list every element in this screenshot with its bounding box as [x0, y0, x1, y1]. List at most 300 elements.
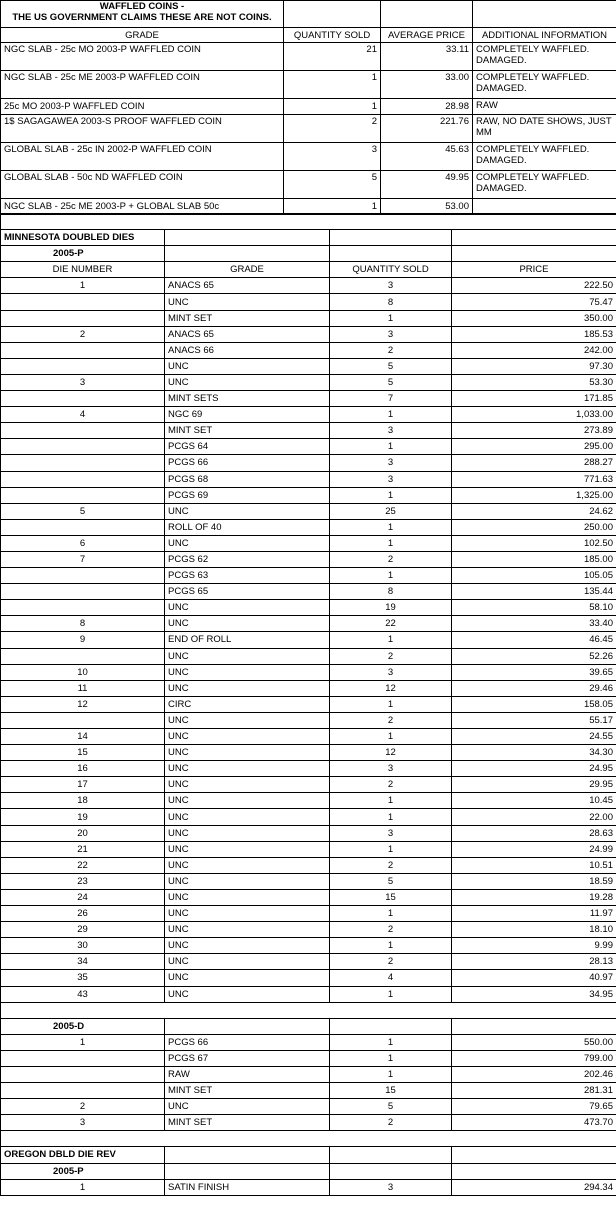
grade-cell: ANACS 66: [165, 342, 330, 358]
price-cell: 9.99: [452, 938, 616, 954]
grade-cell: UNC: [165, 503, 330, 519]
price-cell: 34.30: [452, 745, 616, 761]
die-number-cell: 24: [1, 889, 165, 905]
quantity-cell: 15: [330, 889, 452, 905]
price-cell: 40.97: [452, 970, 616, 986]
quantity-cell: 1: [330, 519, 452, 535]
quantity-cell: 5: [330, 374, 452, 390]
data-row: [1, 423, 616, 439]
die-number-cell: 29: [1, 922, 165, 938]
price-cell: 24.95: [452, 761, 616, 777]
empty-cell: [284, 1, 381, 28]
price-cell: 550.00: [452, 1034, 616, 1050]
grade-cell: UNC: [165, 954, 330, 970]
grade-cell: UNC: [165, 729, 330, 745]
data-row: [1, 455, 616, 471]
die-number-cell: 23: [1, 873, 165, 889]
die-number-cell: [1, 712, 165, 728]
data-row: [1, 487, 616, 503]
grade-cell: [165, 230, 330, 246]
quantity-cell: 2: [330, 712, 452, 728]
data-row: [1, 503, 616, 519]
empty-cell: [473, 1, 616, 28]
die-number-cell: 18: [1, 793, 165, 809]
data-row: [1, 889, 616, 905]
die-number-cell: [1, 584, 165, 600]
quantity-cell: [330, 1018, 452, 1034]
price-cell: 222.50: [452, 278, 616, 294]
price-cell: 281.31: [452, 1083, 616, 1099]
price-cell: 202.46: [452, 1066, 616, 1082]
waffled-quantity-cell: 1: [284, 99, 381, 115]
data-row: [1, 761, 616, 777]
grade-cell: UNC: [165, 809, 330, 825]
die-number-cell: 22: [1, 857, 165, 873]
data-row: [1, 551, 616, 567]
year-label: 2005-P: [1, 246, 165, 262]
die-number-cell: 26: [1, 906, 165, 922]
quantity-cell: 2: [330, 342, 452, 358]
data-row: [1, 535, 616, 551]
quantity-cell: 1: [330, 841, 452, 857]
data-row: [1, 326, 616, 342]
die-number-cell: [1, 568, 165, 584]
quantity-cell: 1: [330, 535, 452, 551]
blank-cell: [1, 1131, 616, 1147]
data-row: [1, 729, 616, 745]
quantity-cell: 4: [330, 970, 452, 986]
grade-cell: UNC: [165, 358, 330, 374]
die-number-cell: 7: [1, 551, 165, 567]
waffled-price-cell: 28.98: [381, 99, 473, 115]
price-cell: 288.27: [452, 455, 616, 471]
die-number-cell: [1, 1050, 165, 1066]
quantity-cell: 1: [330, 1050, 452, 1066]
data-row: [1, 294, 616, 310]
data-row: [1, 391, 616, 407]
price-cell: 28.13: [452, 954, 616, 970]
waffled-title-line2: THE US GOVERNMENT CLAIMS THESE ARE NOT COINS.: [12, 12, 272, 23]
price-cell: 24.55: [452, 729, 616, 745]
quantity-cell: 1: [330, 632, 452, 648]
quantity-cell: 3: [330, 423, 452, 439]
price-cell: 97.30: [452, 358, 616, 374]
quantity-cell: 22: [330, 616, 452, 632]
die-number-cell: 14: [1, 729, 165, 745]
blank-row: [1, 1002, 616, 1018]
waffled-info-cell: RAW: [473, 99, 616, 115]
waffled-price-cell: 45.63: [381, 143, 473, 171]
price-cell: 135.44: [452, 584, 616, 600]
grade-cell: MINT SET: [165, 1115, 330, 1131]
grade-cell: UNC: [165, 857, 330, 873]
year-label: 2005-D: [1, 1018, 165, 1034]
price-cell: [452, 1163, 616, 1179]
quantity-cell: 1: [330, 1034, 452, 1050]
die-number-cell: [1, 455, 165, 471]
grade-cell: UNC: [165, 986, 330, 1002]
price-cell: 1,325.00: [452, 487, 616, 503]
quantity-cell: 1: [330, 729, 452, 745]
die-number-cell: [1, 310, 165, 326]
price-cell: 473.70: [452, 1115, 616, 1131]
quantity-cell: 5: [330, 358, 452, 374]
quantity-cell: 1: [330, 1066, 452, 1082]
section-title: MINNESOTA DOUBLED DIES: [1, 230, 165, 246]
grade-cell: UNC: [165, 938, 330, 954]
data-row: [1, 519, 616, 535]
die-number-cell: 12: [1, 696, 165, 712]
price-cell: 185.53: [452, 326, 616, 342]
price-cell: 799.00: [452, 1050, 616, 1066]
waffled-info-cell: COMPLETELY WAFFLED. DAMAGED.: [473, 171, 616, 199]
quantity-cell: 1: [330, 439, 452, 455]
die-number-cell: [1, 358, 165, 374]
waffled-grade-cell: NGC SLAB - 25c MO 2003-P WAFFLED COIN: [1, 43, 284, 71]
waffled-grade-cell: NGC SLAB - 25c ME 2003-P + GLOBAL SLAB 50c: [1, 199, 284, 215]
section-row: [1, 230, 616, 246]
waffled-row: [1, 115, 616, 143]
die-number-cell: 20: [1, 825, 165, 841]
grade-cell: CIRC: [165, 696, 330, 712]
year-row: [1, 246, 616, 262]
die-number-cell: 1: [1, 1179, 165, 1195]
data-row: [1, 986, 616, 1002]
header-row: [1, 262, 616, 278]
data-row: [1, 696, 616, 712]
quantity-cell: 1: [330, 310, 452, 326]
waffled-price-cell: 49.95: [381, 171, 473, 199]
quantity-cell: 1: [330, 906, 452, 922]
waffled-info-cell: COMPLETELY WAFFLED. DAMAGED.: [473, 143, 616, 171]
price-cell: 273.89: [452, 423, 616, 439]
die-number-cell: DIE NUMBER: [1, 262, 165, 278]
waffled-grade-cell: NGC SLAB - 25c ME 2003-P WAFFLED COIN: [1, 71, 284, 99]
additional-info-header: ADDITIONAL INFORMATION: [473, 28, 616, 43]
grade-cell: UNC: [165, 825, 330, 841]
die-number-cell: [1, 294, 165, 310]
waffled-row: [1, 143, 616, 171]
grade-cell: UNC: [165, 793, 330, 809]
waffled-title: [1, 1, 284, 28]
waffled-price-cell: 53.00: [381, 199, 473, 215]
grade-cell: PCGS 66: [165, 455, 330, 471]
die-number-cell: 16: [1, 761, 165, 777]
quantity-cell: 2: [330, 648, 452, 664]
data-row: [1, 1179, 616, 1195]
quantity-cell: [330, 230, 452, 246]
data-row: [1, 439, 616, 455]
quantity-cell: 12: [330, 745, 452, 761]
section-row: [1, 1147, 616, 1163]
die-number-cell: 11: [1, 680, 165, 696]
die-number-cell: [1, 391, 165, 407]
quantity-cell: 2: [330, 1115, 452, 1131]
price-cell: 771.63: [452, 471, 616, 487]
grade-cell: UNC: [165, 777, 330, 793]
die-number-cell: [1, 1066, 165, 1082]
grade-cell: UNC: [165, 374, 330, 390]
quantity-cell: 1: [330, 568, 452, 584]
grade-cell: MINT SET: [165, 310, 330, 326]
quantity-cell: 7: [330, 391, 452, 407]
quantity-cell: 3: [330, 664, 452, 680]
price-cell: 19.28: [452, 889, 616, 905]
grade-cell: END OF ROLL: [165, 632, 330, 648]
price-cell: 29.95: [452, 777, 616, 793]
quantity-cell: 15: [330, 1083, 452, 1099]
data-row: [1, 1083, 616, 1099]
die-number-cell: [1, 519, 165, 535]
waffled-title-line1: WAFFLED COINS -: [99, 1, 185, 12]
empty-cell: [381, 1, 473, 28]
quantity-header: QUANTITY SOLD: [284, 28, 381, 43]
grade-cell: UNC: [165, 535, 330, 551]
data-row: [1, 664, 616, 680]
quantity-cell: 19: [330, 600, 452, 616]
grade-cell: PCGS 67: [165, 1050, 330, 1066]
price-cell: 24.99: [452, 841, 616, 857]
price-cell: 10.51: [452, 857, 616, 873]
price-cell: [452, 246, 616, 262]
die-number-cell: [1, 342, 165, 358]
waffled-row: [1, 71, 616, 99]
die-number-cell: 9: [1, 632, 165, 648]
waffled-price-cell: 33.11: [381, 43, 473, 71]
price-cell: 24.62: [452, 503, 616, 519]
data-row: [1, 712, 616, 728]
grade-cell: PCGS 63: [165, 568, 330, 584]
section-title: OREGON DBLD DIE REV: [1, 1147, 165, 1163]
die-number-cell: [1, 487, 165, 503]
grade-cell: UNC: [165, 680, 330, 696]
grade-cell: UNC: [165, 600, 330, 616]
grade-cell: UNC: [165, 761, 330, 777]
die-number-cell: 35: [1, 970, 165, 986]
quantity-cell: 1: [330, 986, 452, 1002]
grade-cell: SATIN FINISH: [165, 1179, 330, 1195]
grade-cell: NGC 69: [165, 407, 330, 423]
waffled-grade-cell: 1$ SAGAGAWEA 2003-S PROOF WAFFLED COIN: [1, 115, 284, 143]
quantity-cell: 2: [330, 857, 452, 873]
die-number-cell: 15: [1, 745, 165, 761]
die-number-cell: 1: [1, 278, 165, 294]
grade-cell: PCGS 64: [165, 439, 330, 455]
waffled-quantity-cell: 21: [284, 43, 381, 71]
waffled-row: [1, 99, 616, 115]
grade-cell: PCGS 68: [165, 471, 330, 487]
grade-cell: GRADE: [165, 262, 330, 278]
die-number-cell: 4: [1, 407, 165, 423]
grade-cell: [165, 1018, 330, 1034]
die-number-cell: 5: [1, 503, 165, 519]
waffled-quantity-cell: 2: [284, 115, 381, 143]
data-row: [1, 1115, 616, 1131]
waffled-quantity-cell: 3: [284, 143, 381, 171]
grade-cell: PCGS 66: [165, 1034, 330, 1050]
grade-cell: UNC: [165, 745, 330, 761]
data-row: [1, 777, 616, 793]
waffled-coins-table: [0, 0, 616, 215]
grade-cell: PCGS 62: [165, 551, 330, 567]
price-cell: 58.10: [452, 600, 616, 616]
die-number-cell: [1, 439, 165, 455]
grade-cell: UNC: [165, 906, 330, 922]
grade-cell: UNC: [165, 294, 330, 310]
waffled-grade-cell: GLOBAL SLAB - 50c ND WAFFLED COIN: [1, 171, 284, 199]
waffled-info-cell: COMPLETELY WAFFLED. DAMAGED.: [473, 43, 616, 71]
quantity-cell: 3: [330, 1179, 452, 1195]
price-cell: 350.00: [452, 310, 616, 326]
waffled-title-row: [1, 1, 616, 28]
data-row: [1, 873, 616, 889]
grade-cell: ROLL OF 40: [165, 519, 330, 535]
data-row: [1, 680, 616, 696]
price-cell: 295.00: [452, 439, 616, 455]
grade-cell: UNC: [165, 664, 330, 680]
quantity-cell: 2: [330, 777, 452, 793]
quantity-cell: 2: [330, 954, 452, 970]
grade-cell: ANACS 65: [165, 278, 330, 294]
price-cell: [452, 1018, 616, 1034]
data-row: [1, 841, 616, 857]
data-row: [1, 970, 616, 986]
die-number-cell: 3: [1, 1115, 165, 1131]
data-row: [1, 471, 616, 487]
data-row: [1, 310, 616, 326]
price-cell: 105.05: [452, 568, 616, 584]
data-row: [1, 584, 616, 600]
price-cell: 1,033.00: [452, 407, 616, 423]
quantity-cell: 1: [330, 407, 452, 423]
price-cell: 52.26: [452, 648, 616, 664]
grade-cell: RAW: [165, 1066, 330, 1082]
data-row: [1, 600, 616, 616]
die-number-cell: 17: [1, 777, 165, 793]
price-cell: 171.85: [452, 391, 616, 407]
quantity-cell: 3: [330, 455, 452, 471]
price-cell: 75.47: [452, 294, 616, 310]
quantity-cell: 8: [330, 584, 452, 600]
data-row: [1, 1066, 616, 1082]
grade-cell: ANACS 65: [165, 326, 330, 342]
data-row: [1, 648, 616, 664]
data-row: [1, 938, 616, 954]
die-number-cell: [1, 471, 165, 487]
price-cell: 185.00: [452, 551, 616, 567]
year-label: 2005-P: [1, 1163, 165, 1179]
grade-cell: [165, 1147, 330, 1163]
quantity-cell: [330, 1163, 452, 1179]
data-row: [1, 906, 616, 922]
die-number-cell: 30: [1, 938, 165, 954]
waffled-header-row: [1, 28, 616, 43]
data-row: [1, 825, 616, 841]
price-cell: 102.50: [452, 535, 616, 551]
grade-cell: MINT SET: [165, 423, 330, 439]
die-number-cell: 8: [1, 616, 165, 632]
data-row: [1, 857, 616, 873]
price-cell: 39.65: [452, 664, 616, 680]
waffled-row: [1, 171, 616, 199]
price-cell: 294.34: [452, 1179, 616, 1195]
quantity-cell: 12: [330, 680, 452, 696]
price-cell: 55.17: [452, 712, 616, 728]
year-row: [1, 1018, 616, 1034]
price-cell: 18.59: [452, 873, 616, 889]
data-row: [1, 407, 616, 423]
quantity-cell: [330, 1147, 452, 1163]
quantity-cell: 1: [330, 487, 452, 503]
grade-cell: PCGS 65: [165, 584, 330, 600]
data-row: [1, 632, 616, 648]
price-cell: 33.40: [452, 616, 616, 632]
grade-cell: UNC: [165, 922, 330, 938]
die-number-cell: [1, 1083, 165, 1099]
die-number-cell: 3: [1, 374, 165, 390]
quantity-cell: 1: [330, 696, 452, 712]
data-row: [1, 342, 616, 358]
die-number-cell: 21: [1, 841, 165, 857]
price-cell: 158.05: [452, 696, 616, 712]
die-number-cell: [1, 423, 165, 439]
data-row: [1, 1034, 616, 1050]
waffled-row: [1, 43, 616, 71]
year-row: [1, 1163, 616, 1179]
waffled-quantity-cell: 5: [284, 171, 381, 199]
quantity-cell: 3: [330, 326, 452, 342]
price-cell: 18.10: [452, 922, 616, 938]
waffled-info-cell: RAW, NO DATE SHOWS, JUST MM: [473, 115, 616, 143]
data-row: [1, 1099, 616, 1115]
waffled-price-cell: 221.76: [381, 115, 473, 143]
grade-header: GRADE: [1, 28, 284, 43]
price-cell: 242.00: [452, 342, 616, 358]
price-cell: 79.65: [452, 1099, 616, 1115]
waffled-price-cell: 33.00: [381, 71, 473, 99]
grade-cell: [165, 246, 330, 262]
grade-cell: UNC: [165, 970, 330, 986]
blank-cell: [1, 214, 616, 230]
data-row: [1, 616, 616, 632]
data-row: [1, 745, 616, 761]
price-cell: [452, 1147, 616, 1163]
price-cell: [452, 230, 616, 246]
price-cell: 22.00: [452, 809, 616, 825]
grade-cell: [165, 1163, 330, 1179]
grade-cell: MINT SET: [165, 1083, 330, 1099]
price-cell: 10.45: [452, 793, 616, 809]
grade-cell: UNC: [165, 889, 330, 905]
price-cell: 29.46: [452, 680, 616, 696]
die-number-cell: [1, 648, 165, 664]
quantity-cell: 1: [330, 809, 452, 825]
waffled-grade-cell: 25c MO 2003-P WAFFLED COIN: [1, 99, 284, 115]
data-row: [1, 358, 616, 374]
quantity-cell: 3: [330, 825, 452, 841]
doubled-dies-table: [0, 213, 616, 1196]
data-row: [1, 1050, 616, 1066]
data-row: [1, 278, 616, 294]
price-cell: 11.97: [452, 906, 616, 922]
price-cell: 53.30: [452, 374, 616, 390]
data-row: [1, 809, 616, 825]
grade-cell: PCGS 69: [165, 487, 330, 503]
grade-cell: UNC: [165, 873, 330, 889]
price-cell: PRICE: [452, 262, 616, 278]
die-number-cell: 6: [1, 535, 165, 551]
die-number-cell: 2: [1, 326, 165, 342]
